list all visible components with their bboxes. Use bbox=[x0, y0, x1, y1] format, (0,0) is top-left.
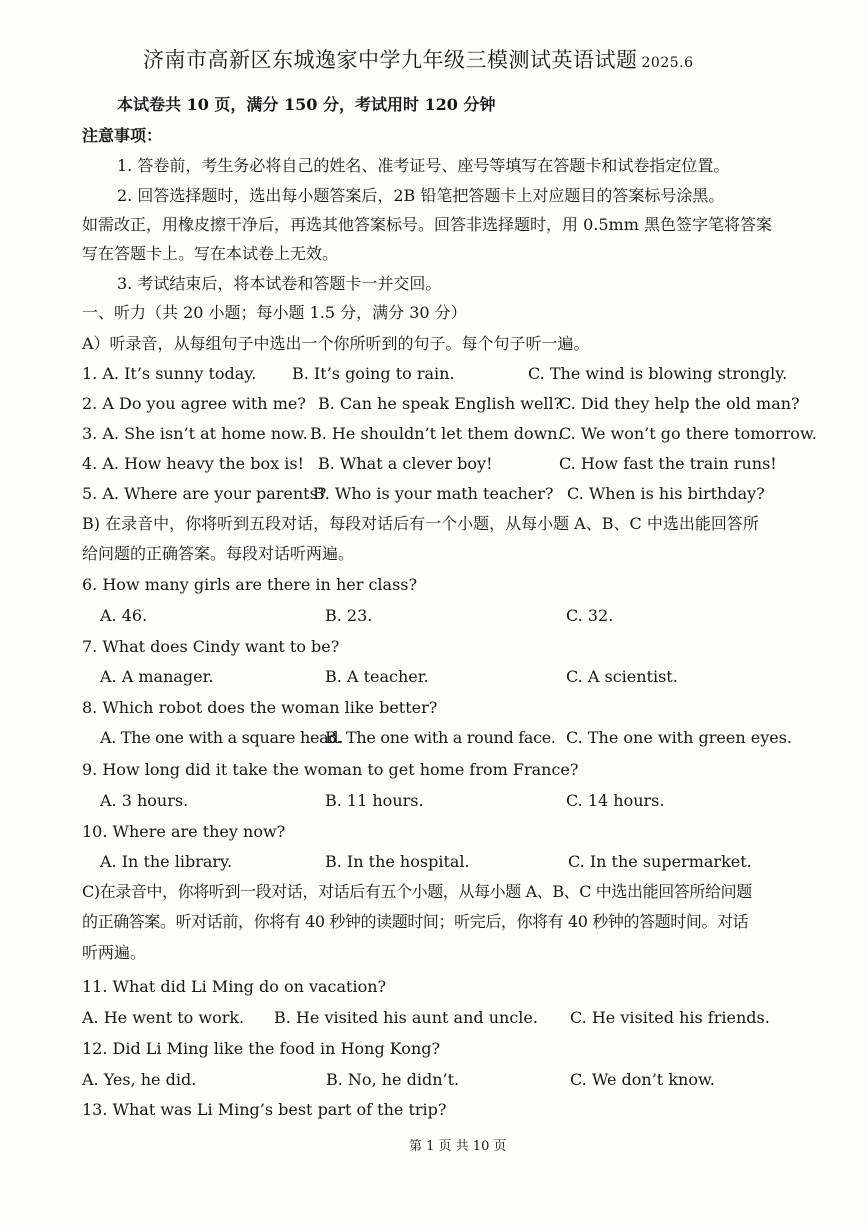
q7-stem: 7. What does Cindy want to be? bbox=[82, 637, 340, 656]
q5-option-a: 5. A. Where are your parents? bbox=[82, 484, 327, 503]
q2-option-c: C. Did they help the old man? bbox=[559, 394, 800, 413]
part-c-instructions-2: 的正确答案。听对话前，你将有 40 秒钟的读题时间；听完后，你将有 40 秒钟的答题时间。对话 bbox=[82, 912, 749, 931]
q7-option-a: A. A manager. bbox=[100, 667, 214, 686]
q12-option-a: A. Yes, he did. bbox=[82, 1070, 197, 1089]
page-footer: 第 1 页 共 10 页 bbox=[409, 1139, 507, 1154]
section-1-heading: 一、听力（共 20 小题；每小题 1.5 分，满分 30 分） bbox=[82, 303, 467, 322]
q6-option-b: B. 23. bbox=[325, 606, 373, 625]
q9-stem: 9. How long did it take the woman to get home from France? bbox=[82, 760, 579, 779]
q7-option-c: C. A scientist. bbox=[566, 667, 678, 686]
q9-option-b: B. 11 hours. bbox=[325, 791, 424, 810]
notice-2b: 如需改正，用橡皮擦干净后，再选其他答案标号。回答非选择题时，用 0.5mm 黑色签字笔将答案 bbox=[82, 215, 772, 234]
q12-stem: 12. Did Li Ming like the food in Hong Kong? bbox=[82, 1039, 441, 1058]
q1-option-b: B. It’s going to rain. bbox=[292, 364, 455, 383]
notice-heading: 注意事项： bbox=[82, 126, 163, 145]
q13-stem: 13. What was Li Ming’s best part of the trip? bbox=[82, 1100, 447, 1119]
notice-1: 1. 答卷前，考生务必将自己的姓名、准考证号、座号等填写在答题卡和试卷指定位置。 bbox=[117, 156, 730, 175]
q8-option-a: A. The one with a square head. bbox=[100, 728, 344, 747]
q1-option-c: C. The wind is blowing strongly. bbox=[528, 364, 788, 383]
q8-option-c: C. The one with green eyes. bbox=[566, 728, 792, 747]
part-c-instructions-3: 听两遍。 bbox=[82, 943, 147, 962]
q3-option-b: B. He shouldn’t let them down. bbox=[310, 424, 563, 443]
q11-option-b: B. He visited his aunt and uncle. bbox=[274, 1008, 538, 1027]
q11-option-a: A. He went to work. bbox=[82, 1008, 245, 1027]
q5-option-b: B. Who is your math teacher? bbox=[313, 484, 554, 503]
q10-option-b: B. In the hospital. bbox=[325, 852, 470, 871]
q12-option-c: C. We don’t know. bbox=[570, 1070, 715, 1089]
part-b-instructions-2: 给问题的正确答案。每段对话听两遍。 bbox=[82, 544, 355, 563]
q6-option-a: A. 46. bbox=[100, 606, 148, 625]
q6-stem: 6. How many girls are there in her class? bbox=[82, 575, 418, 594]
part-b-instructions-1: B) 在录音中，你将听到五段对话，每段对话后有一个小题，从每小题 A、B、C 中选出能回答所 bbox=[82, 514, 759, 533]
notice-2c: 写在答题卡上。写在本试卷上无效。 bbox=[82, 244, 339, 263]
title-text: 济南市高新区东城逸家中学九年级三模测试英语试题 bbox=[143, 48, 638, 72]
q2-option-a: 2. A Do you agree with me? bbox=[82, 394, 306, 413]
q9-option-c: C. 14 hours. bbox=[566, 791, 665, 810]
q5-option-c: C. When is his birthday? bbox=[567, 484, 765, 503]
q11-option-c: C. He visited his friends. bbox=[570, 1008, 770, 1027]
q10-option-c: C. In the supermarket. bbox=[568, 852, 752, 871]
part-c-instructions-1: C)在录音中，你将听到一段对话，对话后有五个小题，从每小题 A、B、C 中选出能回答所给问题 bbox=[82, 882, 752, 901]
q3-option-c: C. We won’t go there tomorrow. bbox=[559, 424, 817, 443]
notice-2a: 2. 回答选择题时，选出每小题答案后，2B 铅笔把答题卡上对应题目的答案标号涂黑。 bbox=[117, 186, 725, 205]
q4-option-c: C. How fast the train runs! bbox=[559, 454, 777, 473]
q6-option-c: C. 32. bbox=[566, 606, 614, 625]
exam-info: 本试卷共 10 页，满分 150 分，考试用时 120 分钟 bbox=[117, 95, 496, 114]
notice-3: 3. 考试结束后，将本试卷和答题卡一并交回。 bbox=[117, 274, 442, 293]
q10-stem: 10. Where are they now? bbox=[82, 822, 286, 841]
q4-option-a: 4. A. How heavy the box is! bbox=[82, 454, 304, 473]
q9-option-a: A. 3 hours. bbox=[100, 791, 189, 810]
q11-stem: 11. What did Li Ming do on vacation? bbox=[82, 977, 387, 996]
q8-stem: 8. Which robot does the woman like better? bbox=[82, 698, 438, 717]
q7-option-b: B. A teacher. bbox=[325, 667, 429, 686]
q3-option-a: 3. A. She isn’t at home now. bbox=[82, 424, 308, 443]
q12-option-b: B. No, he didn’t. bbox=[326, 1070, 460, 1089]
title-date: 2025.6 bbox=[641, 55, 694, 71]
q4-option-b: B. What a clever boy! bbox=[318, 454, 493, 473]
q8-option-b: B. The one with a round face. bbox=[325, 728, 556, 747]
page-title bbox=[143, 46, 694, 77]
q1-option-a: 1. A. It’s sunny today. bbox=[82, 364, 257, 383]
part-a-instructions: A）听录音，从每组句子中选出一个你所听到的句子。每个句子听一遍。 bbox=[82, 334, 590, 353]
q10-option-a: A. In the library. bbox=[100, 852, 233, 871]
q2-option-b: B. Can he speak English well? bbox=[318, 394, 563, 413]
